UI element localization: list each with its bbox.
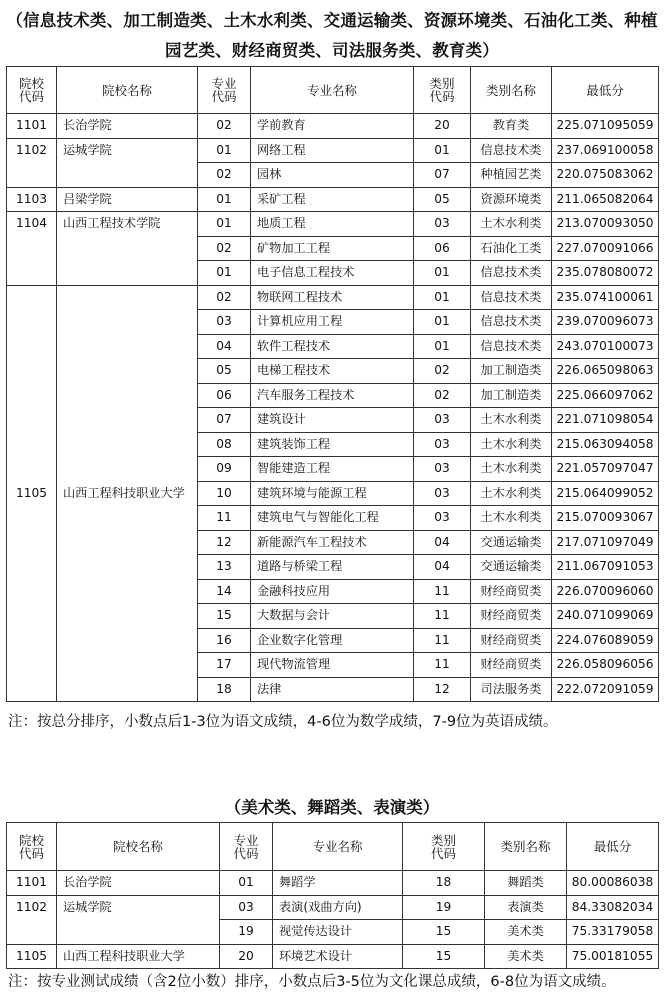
category-name: 美术类 xyxy=(485,920,567,945)
major-code: 20 xyxy=(220,944,273,969)
major-code: 10 xyxy=(198,481,251,506)
header2-school-name: 院校名称 xyxy=(57,823,220,871)
major-name: 采矿工程 xyxy=(251,187,414,212)
major-code: 07 xyxy=(198,408,251,433)
category-code: 03 xyxy=(414,457,471,482)
header2-school-code: 院校 代码 xyxy=(7,823,57,871)
category-code: 11 xyxy=(414,628,471,653)
major-code: 08 xyxy=(198,432,251,457)
major-name: 电子信息工程技术 xyxy=(251,261,414,286)
category-code: 11 xyxy=(414,579,471,604)
category-name: 财经商贸类 xyxy=(471,604,552,629)
school-name: 山西工程科技职业大学 xyxy=(57,285,198,702)
school-name: 运城学院 xyxy=(57,895,220,944)
min-score: 220.075083062 xyxy=(552,163,659,188)
section2-note: 注：按专业测试成绩（含2位小数）排序，小数点后3-5位为文化课总成绩，6-8位为语文成绩。 xyxy=(8,974,616,990)
min-score: 240.071099069 xyxy=(552,604,659,629)
category-name: 土木水利类 xyxy=(471,432,552,457)
min-score: 80.00086038 xyxy=(567,871,659,896)
major-code: 02 xyxy=(198,163,251,188)
category-name: 信息技术类 xyxy=(471,285,552,310)
category-code: 12 xyxy=(414,677,471,702)
major-code: 02 xyxy=(198,236,251,261)
min-score: 217.071097049 xyxy=(552,530,659,555)
category-name: 交通运输类 xyxy=(471,530,552,555)
table-row xyxy=(7,187,659,212)
category-code: 18 xyxy=(403,871,485,896)
min-score: 84.33082034 xyxy=(567,895,659,920)
min-score: 211.067091053 xyxy=(552,555,659,580)
major-code: 14 xyxy=(198,579,251,604)
category-name: 土木水利类 xyxy=(471,506,552,531)
major-code: 16 xyxy=(198,628,251,653)
min-score: 225.066097062 xyxy=(552,383,659,408)
min-score: 215.064099052 xyxy=(552,481,659,506)
category-name: 资源环境类 xyxy=(471,187,552,212)
major-code: 19 xyxy=(220,920,273,945)
major-name: 建筑环境与能源工程 xyxy=(251,481,414,506)
school-name: 吕梁学院 xyxy=(57,187,198,212)
major-code: 05 xyxy=(198,359,251,384)
major-name: 表演(戏曲方向) xyxy=(273,895,403,920)
major-code: 02 xyxy=(198,114,251,139)
min-score: 215.070093067 xyxy=(552,506,659,531)
category-name: 土木水利类 xyxy=(471,481,552,506)
category-name: 信息技术类 xyxy=(471,261,552,286)
major-name: 园林 xyxy=(251,163,414,188)
category-name: 舞蹈类 xyxy=(485,871,567,896)
min-score: 221.071098054 xyxy=(552,408,659,433)
category-code: 04 xyxy=(414,530,471,555)
school-code: 1103 xyxy=(7,187,57,212)
category-code: 01 xyxy=(414,285,471,310)
min-score: 235.074100061 xyxy=(552,285,659,310)
min-score: 213.070093050 xyxy=(552,212,659,237)
major-name: 智能建造工程 xyxy=(251,457,414,482)
school-code: 1101 xyxy=(7,114,57,139)
score-table-1 xyxy=(6,66,659,702)
category-code: 20 xyxy=(414,114,471,139)
table-header-row xyxy=(7,67,659,114)
category-name: 表演类 xyxy=(485,895,567,920)
category-code: 03 xyxy=(414,481,471,506)
section1-title-line2: 园艺类、财经商贸类、司法服务类、教育类） xyxy=(165,41,499,60)
major-name: 汽车服务工程技术 xyxy=(251,383,414,408)
category-name: 加工制造类 xyxy=(471,383,552,408)
category-name: 土木水利类 xyxy=(471,212,552,237)
section1-note: 注：按总分排序，小数点后1-3位为语文成绩，4-6位为数学成绩，7-9位为英语成绩。 xyxy=(8,714,558,730)
category-code: 15 xyxy=(403,944,485,969)
header-category-code: 类别 代码 xyxy=(414,67,471,114)
category-code: 07 xyxy=(414,163,471,188)
major-name: 道路与桥梁工程 xyxy=(251,555,414,580)
major-code: 04 xyxy=(198,334,251,359)
min-score: 239.070096073 xyxy=(552,310,659,335)
major-name: 学前教育 xyxy=(251,114,414,139)
min-score: 227.070091066 xyxy=(552,236,659,261)
min-score: 75.33179058 xyxy=(567,920,659,945)
school-code: 1105 xyxy=(7,285,57,702)
category-code: 02 xyxy=(414,359,471,384)
category-name: 加工制造类 xyxy=(471,359,552,384)
category-code: 04 xyxy=(414,555,471,580)
major-code: 15 xyxy=(198,604,251,629)
header2-category-code: 类别 代码 xyxy=(403,823,485,871)
category-code: 01 xyxy=(414,138,471,163)
category-name: 教育类 xyxy=(471,114,552,139)
major-name: 现代物流管理 xyxy=(251,653,414,678)
major-name: 视觉传达设计 xyxy=(273,920,403,945)
section1-title-line1: （信息技术类、加工制造类、土木水利类、交通运输类、资源环境类、石油化工类、种植 xyxy=(6,11,658,30)
major-code: 13 xyxy=(198,555,251,580)
major-code: 03 xyxy=(198,310,251,335)
category-code: 11 xyxy=(414,653,471,678)
major-code: 01 xyxy=(220,871,273,896)
category-name: 美术类 xyxy=(485,944,567,969)
major-name: 企业数字化管理 xyxy=(251,628,414,653)
min-score: 235.078080072 xyxy=(552,261,659,286)
category-name: 石油化工类 xyxy=(471,236,552,261)
min-score: 243.070100073 xyxy=(552,334,659,359)
min-score: 224.076089059 xyxy=(552,628,659,653)
min-score: 211.065082064 xyxy=(552,187,659,212)
table-row xyxy=(7,285,659,310)
category-name: 信息技术类 xyxy=(471,334,552,359)
table-row xyxy=(7,114,659,139)
category-code: 03 xyxy=(414,506,471,531)
major-name: 法律 xyxy=(251,677,414,702)
major-name: 大数据与会计 xyxy=(251,604,414,629)
category-code: 02 xyxy=(414,383,471,408)
school-code: 1102 xyxy=(7,138,57,187)
min-score: 226.058096056 xyxy=(552,653,659,678)
header-school-code: 院校 代码 xyxy=(7,67,57,114)
major-name: 网络工程 xyxy=(251,138,414,163)
major-name: 金融科技应用 xyxy=(251,579,414,604)
major-name: 矿物加工工程 xyxy=(251,236,414,261)
category-code: 03 xyxy=(414,432,471,457)
category-name: 土木水利类 xyxy=(471,457,552,482)
header-min-score: 最低分 xyxy=(552,67,659,114)
header-category-name: 类别名称 xyxy=(471,67,552,114)
major-name: 地质工程 xyxy=(251,212,414,237)
major-name: 环境艺术设计 xyxy=(273,944,403,969)
school-name: 长治学院 xyxy=(57,871,220,896)
major-name: 建筑设计 xyxy=(251,408,414,433)
school-code: 1104 xyxy=(7,212,57,286)
major-code: 11 xyxy=(198,506,251,531)
category-code: 06 xyxy=(414,236,471,261)
category-name: 种植园艺类 xyxy=(471,163,552,188)
header-school-name: 院校名称 xyxy=(57,67,198,114)
major-code: 01 xyxy=(198,187,251,212)
major-name: 物联网工程技术 xyxy=(251,285,414,310)
header2-major-code: 专业 代码 xyxy=(220,823,273,871)
major-code: 18 xyxy=(198,677,251,702)
major-name: 新能源汽车工程技术 xyxy=(251,530,414,555)
section2-title: （美术类、舞蹈类、表演类） xyxy=(224,798,440,817)
category-code: 03 xyxy=(414,212,471,237)
category-name: 司法服务类 xyxy=(471,677,552,702)
table-row xyxy=(7,944,659,969)
score-table-2 xyxy=(6,822,659,969)
major-name: 建筑电气与智能化工程 xyxy=(251,506,414,531)
school-name: 长治学院 xyxy=(57,114,198,139)
category-code: 05 xyxy=(414,187,471,212)
category-name: 交通运输类 xyxy=(471,555,552,580)
major-code: 01 xyxy=(198,261,251,286)
category-code: 01 xyxy=(414,261,471,286)
school-name: 山西工程技术学院 xyxy=(57,212,198,286)
header2-category-name: 类别名称 xyxy=(485,823,567,871)
min-score: 222.072091059 xyxy=(552,677,659,702)
table-row xyxy=(7,138,659,163)
table-row xyxy=(7,895,659,920)
header-major-name: 专业名称 xyxy=(251,67,414,114)
min-score: 215.063094058 xyxy=(552,432,659,457)
major-code: 02 xyxy=(198,285,251,310)
major-code: 03 xyxy=(220,895,273,920)
major-code: 17 xyxy=(198,653,251,678)
category-name: 财经商贸类 xyxy=(471,653,552,678)
major-name: 舞蹈学 xyxy=(273,871,403,896)
major-name: 软件工程技术 xyxy=(251,334,414,359)
min-score: 75.00181055 xyxy=(567,944,659,969)
category-name: 财经商贸类 xyxy=(471,628,552,653)
category-name: 土木水利类 xyxy=(471,408,552,433)
category-name: 信息技术类 xyxy=(471,310,552,335)
table2-header-row xyxy=(7,823,659,871)
min-score: 226.070096060 xyxy=(552,579,659,604)
header-major-code: 专业 代码 xyxy=(198,67,251,114)
category-name: 信息技术类 xyxy=(471,138,552,163)
min-score: 225.071095059 xyxy=(552,114,659,139)
major-code: 01 xyxy=(198,138,251,163)
category-code: 19 xyxy=(403,895,485,920)
table-row xyxy=(7,871,659,896)
header2-min-score: 最低分 xyxy=(567,823,659,871)
min-score: 226.065098063 xyxy=(552,359,659,384)
category-code: 11 xyxy=(414,604,471,629)
major-name: 计算机应用工程 xyxy=(251,310,414,335)
major-code: 12 xyxy=(198,530,251,555)
major-code: 09 xyxy=(198,457,251,482)
category-name: 财经商贸类 xyxy=(471,579,552,604)
school-code: 1102 xyxy=(7,895,57,944)
min-score: 237.069100058 xyxy=(552,138,659,163)
section1-title xyxy=(0,6,664,66)
school-code: 1105 xyxy=(7,944,57,969)
category-code: 01 xyxy=(414,334,471,359)
table-row xyxy=(7,212,659,237)
school-name: 运城学院 xyxy=(57,138,198,187)
major-code: 01 xyxy=(198,212,251,237)
school-name: 山西工程科技职业大学 xyxy=(57,944,220,969)
major-code: 06 xyxy=(198,383,251,408)
category-code: 15 xyxy=(403,920,485,945)
category-code: 03 xyxy=(414,408,471,433)
major-name: 电梯工程技术 xyxy=(251,359,414,384)
school-code: 1101 xyxy=(7,871,57,896)
category-code: 01 xyxy=(414,310,471,335)
major-name: 建筑装饰工程 xyxy=(251,432,414,457)
header2-major-name: 专业名称 xyxy=(273,823,403,871)
min-score: 221.057097047 xyxy=(552,457,659,482)
